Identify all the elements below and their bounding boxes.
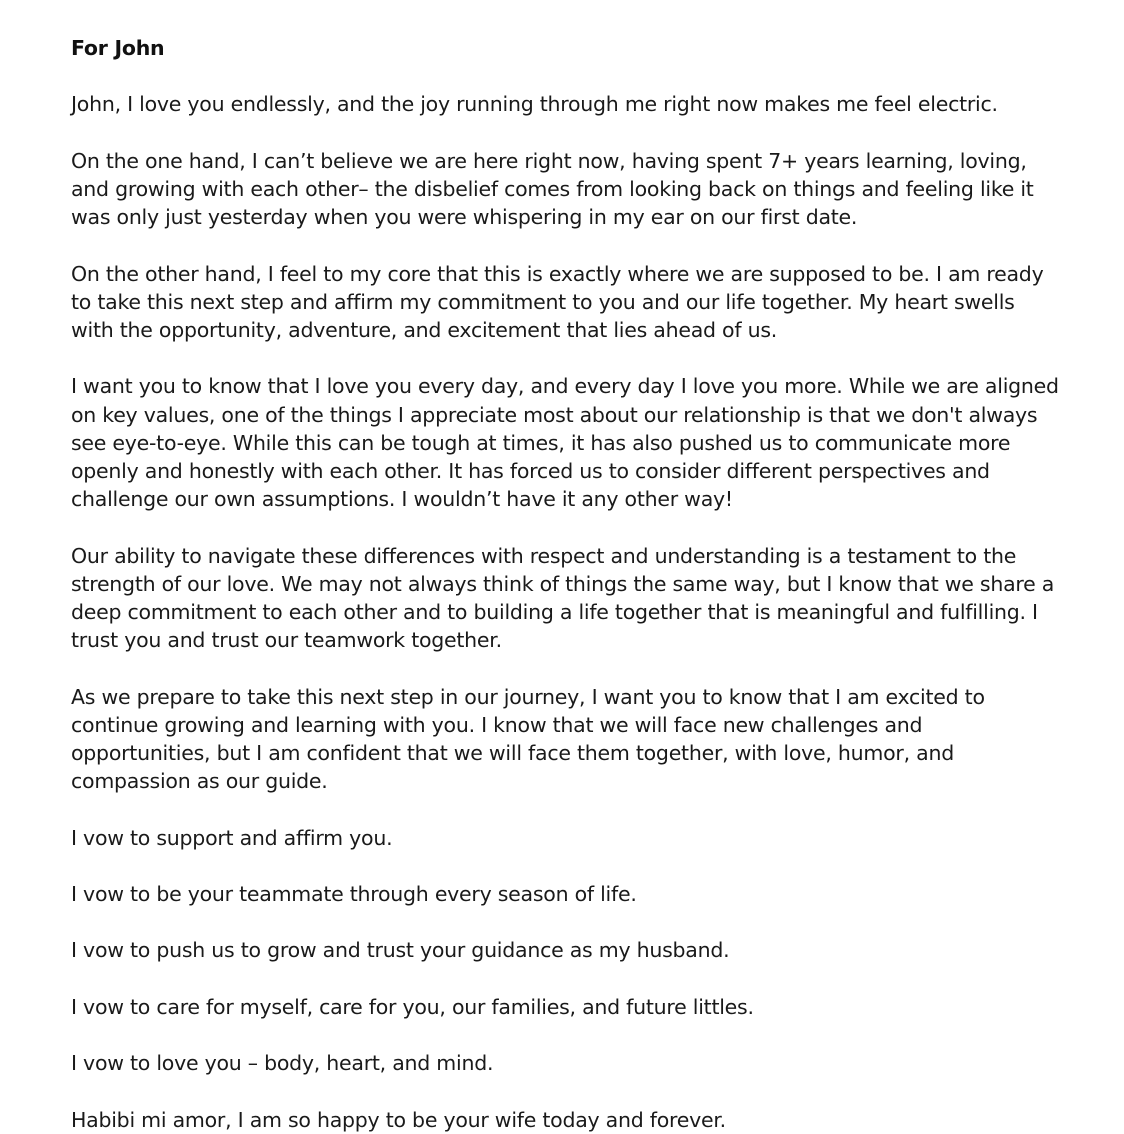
vow-care: I vow to care for myself, care for you, our families, and future littles. <box>71 994 754 1019</box>
vow-teammate: I vow to be your teammate through every season of life. <box>71 881 637 906</box>
paragraph-next-step: As we prepare to take this next step in our journey, I want you to know that I am excited to continue growing and learning with you. I know that we will face new challenges and opportunities, but I am confident that we will face them together, with love, humor, and compassion as our guide. <box>71 684 985 794</box>
paragraph-opening: John, I love you endlessly, and the joy running through me right now makes me feel electric. <box>71 92 998 117</box>
paragraph-other-hand: On the other hand, I feel to my core that this is exactly where we are supposed to be. I am ready to take this next step and affirm my commitment to you and our life together. My heart swells with the opportunity, adventure, and excitement that lies ahead of us. <box>71 261 1044 342</box>
document-body <box>71 34 1061 1134</box>
vow-support: I vow to support and affirm you. <box>71 825 393 850</box>
document-title: For John <box>71 36 165 60</box>
vow-love: I vow to love you – body, heart, and mind. <box>71 1051 494 1076</box>
paragraph-love-every-day: I want you to know that I love you every day, and every day I love you more. While we are aligned on key values, one of the things I appreciate most about our relationship is that we don't always see eye-to-eye. While this can be tough at times, it has also pushed us to communicate more openly and honestly with each other. It has forced us to consider different perspectives and challenge our own assumptions. I wouldn’t have it any other way! <box>71 374 1059 512</box>
paragraph-one-hand: On the one hand, I can’t believe we are here right now, having spent 7+ years learning, loving, and growing with each other– the disbelief comes from looking back on things and feeling like it was only just yesterday when you were whispering in my ear on our first date. <box>71 148 1034 230</box>
paragraph-differences: Our ability to navigate these differences with respect and understanding is a testament to the strength of our love. We may not always think of things the same way, but I know that we share a deep commitment to each other and to building a life together that is meaningful and fulfilling. I trust you and trust our teamwork together. <box>71 543 1055 653</box>
paragraph-closing: Habibi mi amor, I am so happy to be your wife today and forever. <box>71 1107 726 1132</box>
vow-grow: I vow to push us to grow and trust your guidance as my husband. <box>71 938 730 963</box>
